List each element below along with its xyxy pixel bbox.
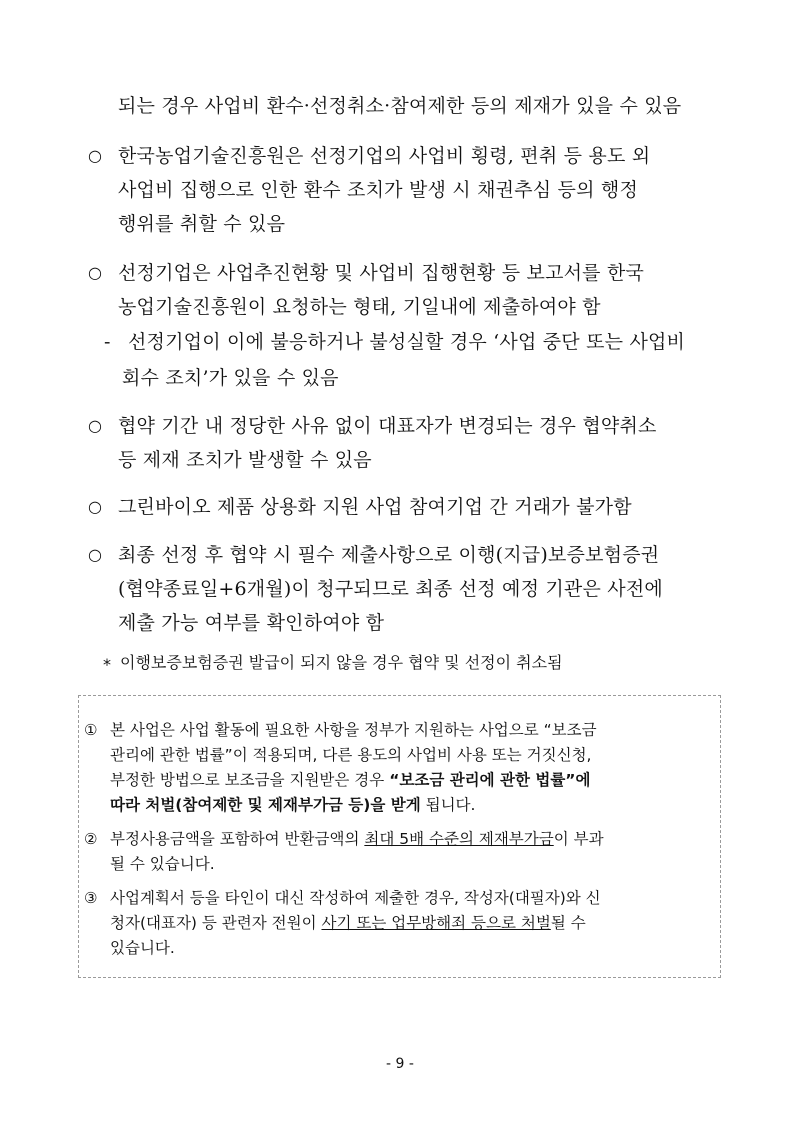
notice1-bold-law: “보조금 관리에 관한 법률”에	[389, 771, 591, 789]
notice1-bold-penalty: 따라 처벌(참여제한 및 제재부가금 등)을 받게	[110, 796, 421, 814]
notice3-line2: 청자(대표자) 등 관련자 전원이 사기 또는 업무방해죄 등으로 처벌될 수	[110, 914, 586, 932]
notice2-line1: 부정사용금액을 포함하여 반환금액의 최대 5배 수준의 제재부가금이 부과	[110, 830, 604, 848]
item5-line3: 제출 가능 여부를 확인하여야 함	[118, 612, 385, 634]
notice3-line1: 사업계획서 등을 타인이 대신 작성하여 제출한 경우, 작성자(대필자)와 신	[110, 889, 601, 907]
notice1-line1: 본 사업은 사업 활동에 필요한 사항을 정부가 지원하는 사업으로 “보조금	[110, 721, 597, 739]
item2-line1: 선정기업은 사업추진현황 및 사업비 집행현황 등 보고서를 한국	[118, 262, 645, 284]
dash-icon: -	[104, 331, 111, 353]
notice1-line4: 따라 처벌(참여제한 및 제재부가금 등)을 받게 됩니다.	[110, 796, 476, 814]
item5-line1: 최종 선정 후 협약 시 필수 제출사항으로 이행(지급)보증보험증권	[118, 544, 660, 566]
notice2-underline: 최대 5배 수준의 제재부가금	[364, 830, 554, 848]
circled-one-icon: ①	[84, 721, 98, 739]
item2-sub-line2: 회수 조치’가 있을 수 있음	[122, 367, 339, 389]
notice1-line2: 관리에 관한 법률”이 적용되며, 다른 용도의 사업비 사용 또는 거짓신청,	[110, 746, 592, 764]
item2-line2: 농업기술진흥원이 요청하는 형태, 기일내에 제출하여야 함	[118, 296, 601, 318]
notice3-underline: 사기 또는 업무방해죄 등으로 처벌	[321, 914, 551, 932]
note-text: 이행보증보험증권 발급이 되지 않을 경우 협약 및 선정이 취소됨	[120, 653, 563, 672]
circled-two-icon: ②	[84, 830, 98, 848]
notice1-line3: 부정한 방법으로 보조금을 지원받은 경우 “보조금 관리에 관한 법률”에	[110, 771, 591, 789]
bullet-icon: ○	[88, 497, 102, 516]
bullet-icon: ○	[88, 263, 102, 282]
item1-line3: 행위를 취할 수 있음	[118, 213, 286, 235]
bullet-icon: ○	[88, 416, 102, 435]
continuation-line: 되는 경우 사업비 환수·선정취소·참여제한 등의 제재가 있을 수 있음	[118, 95, 682, 117]
bullet-icon: ○	[88, 146, 102, 165]
asterisk-icon: *	[103, 655, 111, 674]
item2-sub-line1: 선정기업이 이에 불응하거나 불성실할 경우 ‘사업 중단 또는 사업비	[128, 331, 686, 353]
page-number: - 9 -	[386, 1056, 414, 1072]
item3-line1: 협약 기간 내 정당한 사유 없이 대표자가 변경되는 경우 협약취소	[118, 415, 657, 437]
item4-line1: 그린바이오 제품 상용화 지원 사업 참여기업 간 거래가 불가함	[118, 496, 632, 518]
notice3-line3: 있습니다.	[110, 939, 175, 957]
item3-line2: 등 제재 조치가 발생할 수 있음	[118, 449, 372, 471]
item1-line1: 한국농업기술진흥원은 선정기업의 사업비 횡령, 편취 등 용도 외	[118, 145, 651, 167]
circled-three-icon: ③	[84, 889, 98, 907]
bullet-icon: ○	[88, 545, 102, 564]
notice2-line2: 될 수 있습니다.	[110, 855, 215, 873]
item5-line2: (협약종료일+6개월)이 청구되므로 최종 선정 예정 기관은 사전에	[118, 578, 663, 600]
item1-line2: 사업비 집행으로 인한 환수 조치가 발생 시 채권추심 등의 행정	[118, 179, 639, 201]
